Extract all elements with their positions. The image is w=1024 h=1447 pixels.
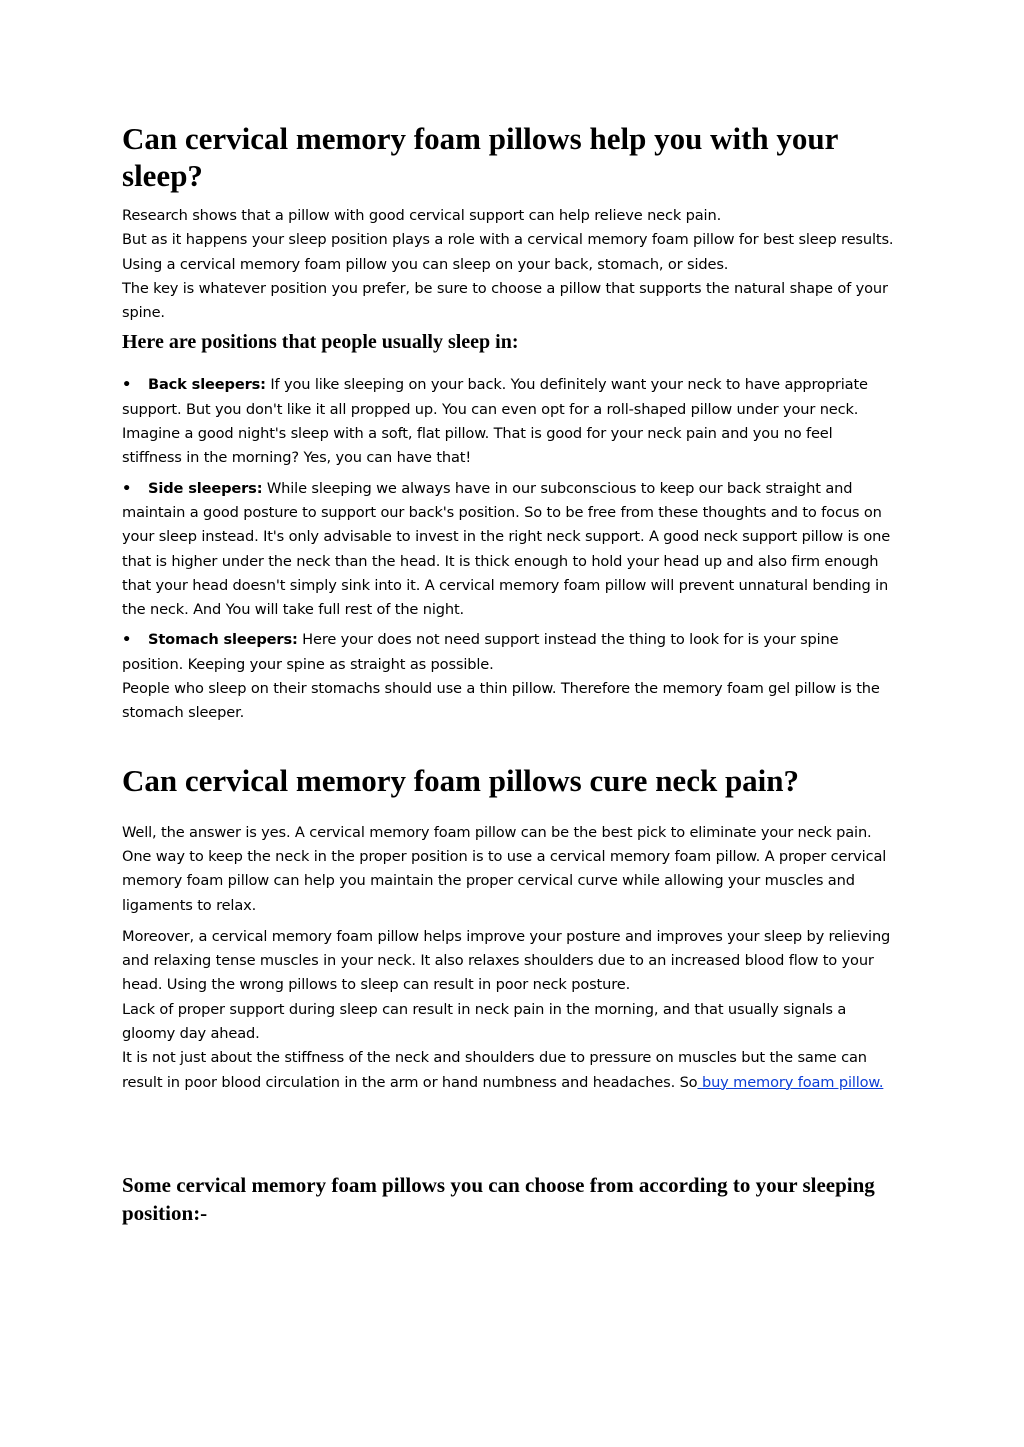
intro-paragraph-1: Research shows that a pillow with good cervical support can help relieve neck pain. [122, 207, 722, 224]
neck-pain-paragraph-2: Moreover, a cervical memory foam pillow helps improve your posture and improves your sleep by relieving and relaxing tense muscles in your neck. It also relaxes shoulders due to an increased blood flow to your head. Using the wrong pillows to sleep can result in poor neck posture. [122, 927, 891, 994]
list-item-text: Here your does not need support instead the thing to look for is your spine position. Keeping your spine as straight as possible. [122, 631, 839, 673]
list-item-label: Stomach sleepers: [148, 631, 298, 649]
bullet-icon: • [122, 479, 132, 497]
list-item-side-sleepers [122, 477, 894, 623]
section-title-sleep: Can cervical memory foam pillows help you with your sleep? [122, 121, 838, 193]
list-item-label: Side sleepers: [148, 479, 263, 497]
bullet-icon: • [122, 631, 132, 649]
list-item-text: If you like sleeping on your back. You definitely want your neck to have appropriate support. But you don't like it all propped up. You can even opt for a roll-shaped pillow under your neck. Imagine a good night's sleep with a soft, flat pillow. That is good for your neck pain and you no feel stiffness in the morning? Yes, you can have that! [122, 376, 868, 467]
neck-pain-paragraph-1: Well, the answer is yes. A cervical memory foam pillow can be the best pick to eliminate your neck pain. One way to keep the neck in the proper position is to use a cervical memory foam pillow. A proper cervical memory foam pillow can help you maintain the proper cervical curve while allowing your muscles and ligaments to relax. [122, 823, 887, 914]
list-item-text: While sleeping we always have in our subconscious to keep our back straight and maintain a good posture to support our back's position. So to be free from these thoughts and to focus on your sleep instead. It's only advisable to invest in the right neck support. A good neck support pillow is one that is higher under the neck than the head. It is thick enough to hold your head up and also firm enough that your head doesn't simply sink into it. A cervical memory foam pillow will prevent unnatural bending in the neck. And You will take full rest of the night. [122, 479, 891, 619]
buy-memory-foam-pillow-link[interactable]: buy memory foam pillow. [697, 1073, 884, 1091]
document-page [122, 120, 894, 1227]
list-item-label: Back sleepers: [148, 376, 266, 394]
section-title-pillow-choices: Some cervical memory foam pillows you can choose from according to your sleeping position:- [122, 1172, 875, 1225]
bullet-icon: • [122, 376, 132, 394]
section-title-neck-pain: Can cervical memory foam pillows cure neck pain? [122, 762, 800, 798]
paragraph-text: It is not just about the stiffness of the neck and shoulders due to pressure on muscles but the same can result in poor blood circulation in the arm or hand numbness and headaches. So [122, 1049, 867, 1091]
intro-paragraph-2: But as it happens your sleep position plays a role with a cervical memory foam pillow for best sleep results. Using a cervical memory foam pillow you can sleep on your back, stomach, or sides. [122, 231, 894, 273]
positions-heading: Here are positions that people usually sleep in: [122, 331, 519, 354]
stomach-sleepers-note: People who sleep on their stomachs should use a thin pillow. Therefore the memory foam gel pillow is the stomach sleeper. [122, 680, 880, 722]
list-item-back-sleepers [122, 373, 894, 470]
intro-paragraph-3: The key is whatever position you prefer, be sure to choose a pillow that supports the natural shape of your spine. [122, 279, 888, 322]
list-item-stomach-sleepers [122, 628, 894, 677]
neck-pain-paragraph-3: Lack of proper support during sleep can result in neck pain in the morning, and that usually signals a gloomy day ahead. [122, 1000, 847, 1043]
neck-pain-paragraph-4 [122, 1046, 894, 1095]
